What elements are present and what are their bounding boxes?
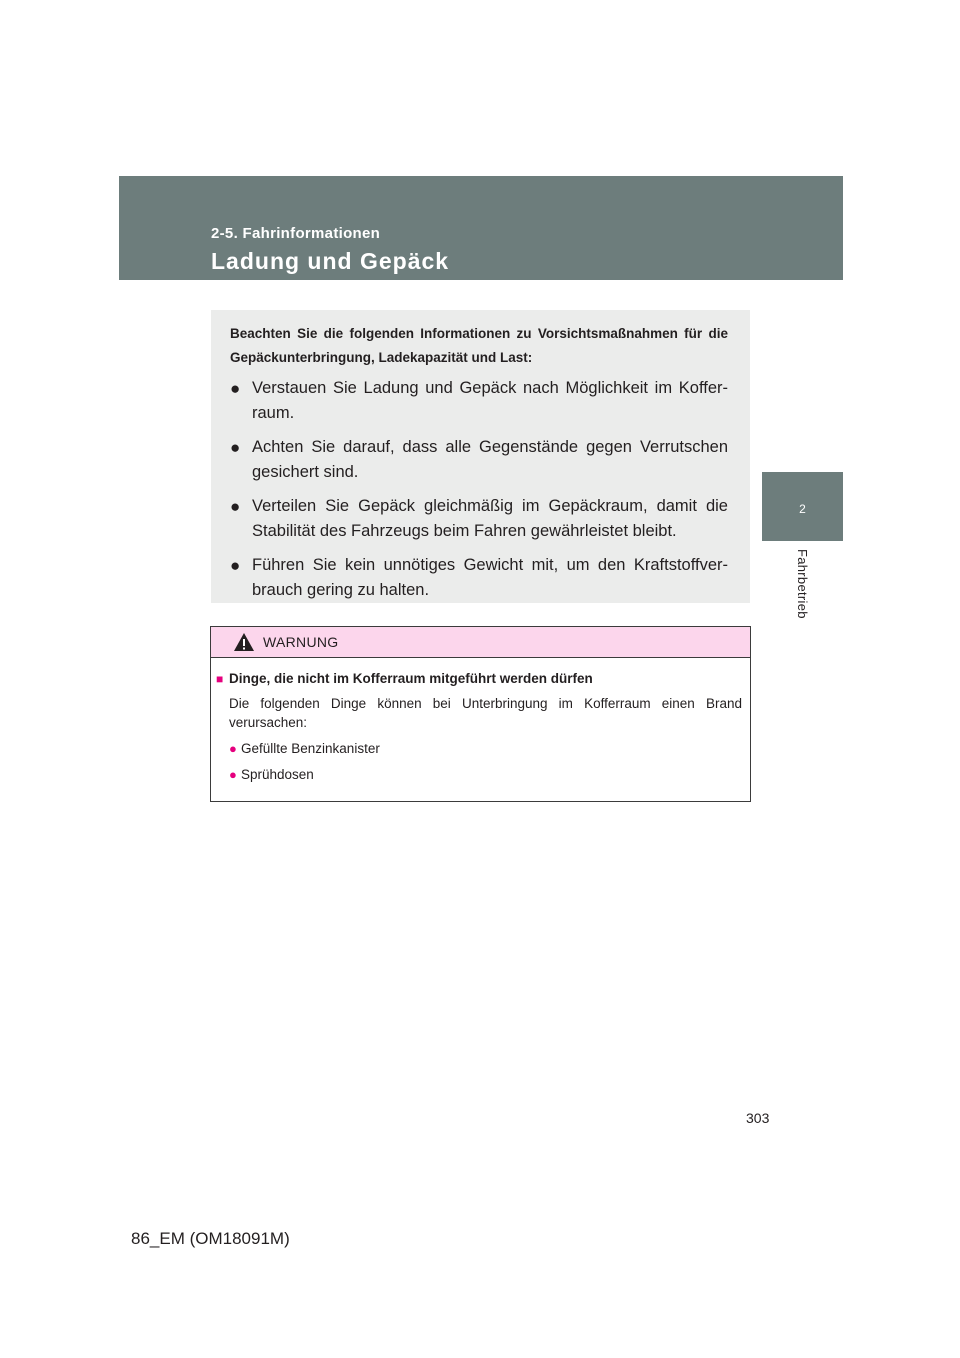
- warning-list-item-text: Sprühdosen: [241, 767, 314, 782]
- warning-body: [211, 658, 750, 784]
- warning-title: WARNUNG: [263, 634, 339, 650]
- chapter-number: 2: [799, 502, 806, 516]
- document-code: 86_EM (OM18091M): [131, 1229, 290, 1248]
- warning-list-item: [229, 740, 742, 758]
- bullet-icon: ●: [230, 379, 241, 398]
- warning-text: Die folgenden Dinge können bei Unterbringung im Kofferraum einen Brand verursachen:: [229, 696, 742, 730]
- list-item-text: Verteilen Sie Gepäck gleichmäßig im Gepäckraum, damit die Stabilität des Fahrzeugs beim Fahren gewährleistet bleibt.: [252, 497, 728, 540]
- warning-triangle-icon: [233, 632, 255, 652]
- bullet-icon: ●: [229, 741, 237, 756]
- warning-heading: [216, 670, 742, 688]
- bullet-icon: ●: [229, 767, 237, 782]
- list-item-text: Achten Sie darauf, dass alle Gegenstände gegen Verrutschen gesichert sind.: [252, 438, 728, 481]
- bullet-icon: ●: [230, 497, 241, 516]
- list-item-text: Führen Sie kein unnötiges Gewicht mit, um den Kraftstoffver-brauch gering zu halten.: [252, 556, 728, 599]
- chapter-tab[interactable]: [762, 472, 843, 541]
- warning-header: [211, 627, 750, 658]
- list-item: [230, 553, 728, 603]
- bullet-icon: ●: [230, 556, 241, 575]
- warning-heading-text: Dinge, die nicht im Kofferraum mitgeführt werden dürfen: [229, 671, 593, 686]
- page-number: 303: [746, 1110, 770, 1126]
- list-item-text: Verstauen Sie Ladung und Gepäck nach Möglichkeit im Koffer-raum.: [252, 379, 728, 422]
- warning-list-item: [229, 766, 742, 784]
- list-item: [230, 376, 728, 426]
- square-bullet-icon: ■: [216, 672, 224, 686]
- list-item: [230, 494, 728, 544]
- header-band: [119, 176, 843, 280]
- section-label: 2-5. Fahrinformationen: [211, 225, 381, 242]
- warning-list-item-text: Gefüllte Benzinkanister: [241, 741, 380, 756]
- page-title: Ladung und Gepäck: [211, 248, 450, 274]
- warning-box: [210, 626, 751, 802]
- list-item: [230, 435, 728, 485]
- chapter-label: Fahrbetrieb: [795, 549, 810, 619]
- info-box: [211, 310, 750, 603]
- bullet-icon: ●: [230, 438, 241, 457]
- info-intro: Beachten Sie die folgenden Informationen zu Vorsichtsmaßnahmen für die Gepäckunterbringung, Ladekapazität und Last:: [230, 326, 728, 365]
